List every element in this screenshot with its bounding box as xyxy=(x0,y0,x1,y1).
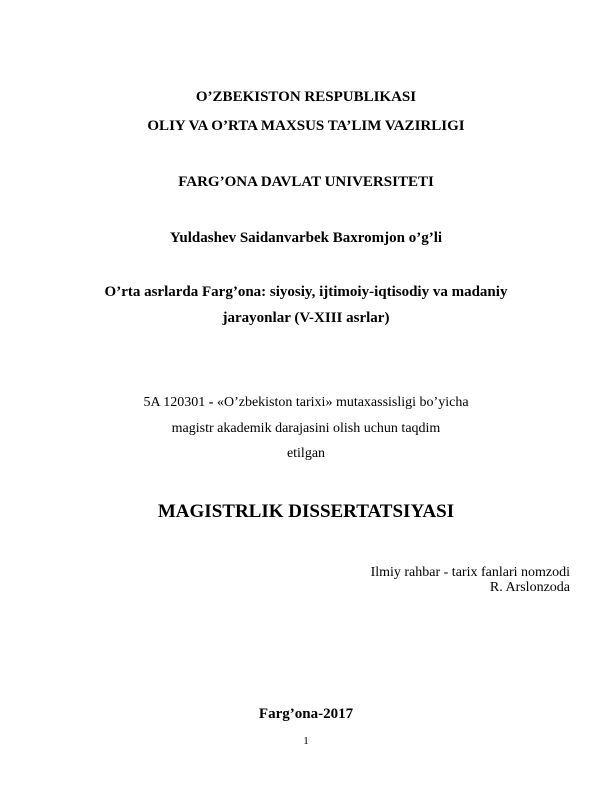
place-year: Farg’ona-2017 xyxy=(258,706,354,722)
document-type-heading: MAGISTRLIK DISSERTATSIYASI xyxy=(157,501,455,522)
specialty-line-1 xyxy=(0,396,612,410)
specialty-line-3: etilgan xyxy=(286,446,326,461)
republic-heading: O’ZBEKISTON RESPUBLIKASI xyxy=(195,89,417,105)
specialty-code: 5A 120301 xyxy=(143,395,206,410)
specialty-separator: - xyxy=(205,395,217,410)
specialty-name: «O’zbekiston tarixi» mutaxassisligi bo’yicha xyxy=(216,395,469,410)
specialty-line-2: magistr akademik darajasini olish uchun taqdim xyxy=(171,421,441,436)
supervisor-role: Ilmiy rahbar - tarix fanlari nomzodi xyxy=(370,565,570,580)
thesis-title-line-1: O’rta asrlarda Farg’ona: siyosiy, ijtimoiy-iqtisodiy va madaniy xyxy=(104,284,508,300)
thesis-title-line-2: jarayonlar (V-XIII asrlar) xyxy=(222,310,390,326)
ministry-heading: OLIY VA O’RTA MAXSUS TA’LIM VAZIRLIGI xyxy=(147,118,465,134)
university-heading: FARG’ONA DAVLAT UNIVERSITETI xyxy=(178,174,434,190)
supervisor-name: R. Arslonzoda xyxy=(489,580,570,595)
page-number: 1 xyxy=(303,735,309,747)
author-name: Yuldashev Saidanvarbek Baxromjon o’g’li xyxy=(169,230,443,246)
